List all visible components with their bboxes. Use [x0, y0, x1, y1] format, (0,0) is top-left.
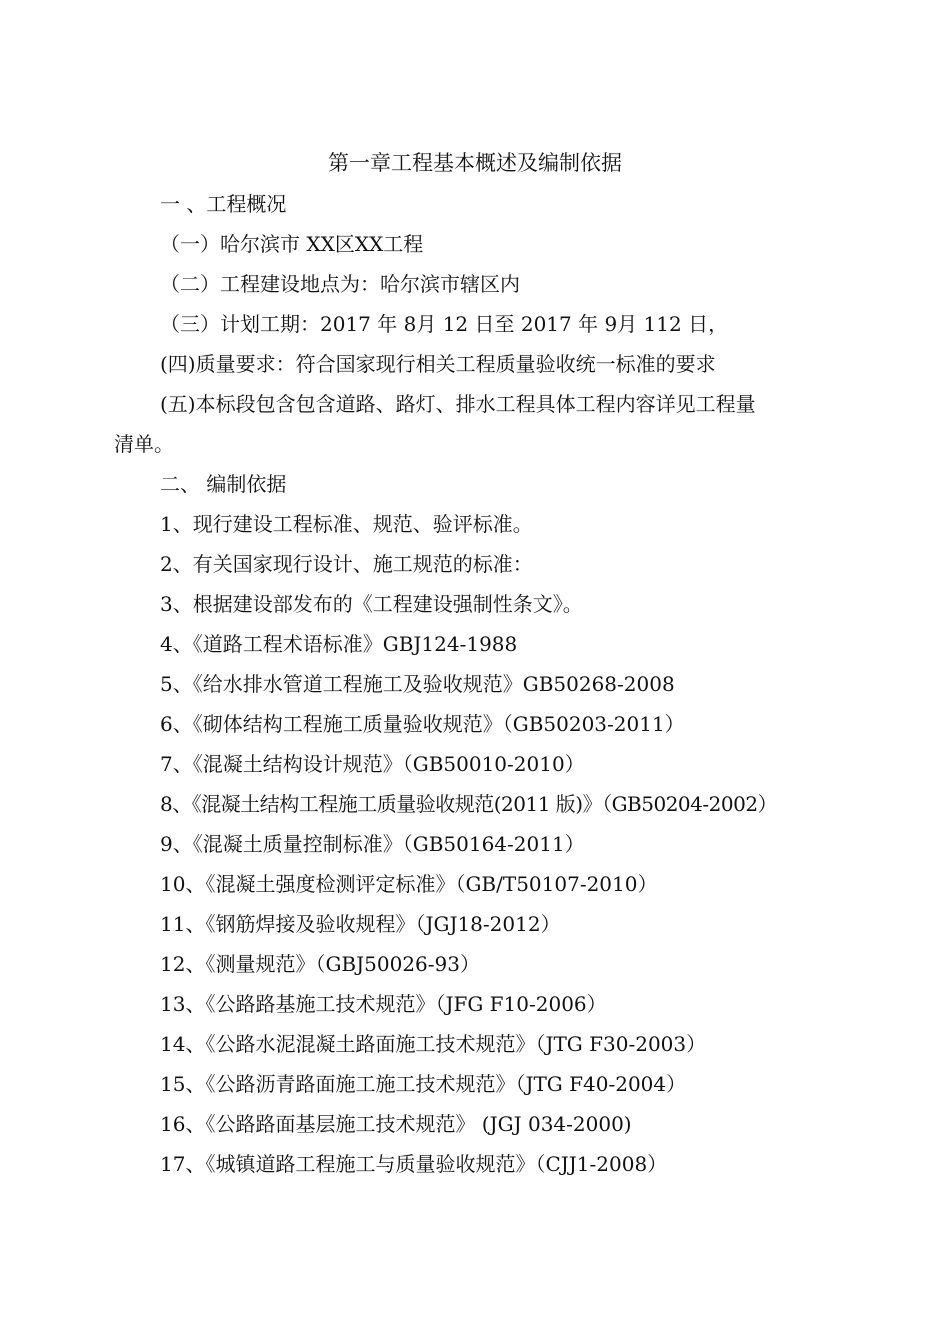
- overview-item-5-continuation: 清单。: [114, 432, 174, 456]
- basis-item-16: 16、《公路路面基层施工技术规范》 (JGJ 034-2000): [160, 1112, 632, 1136]
- basis-item-10: 10、《混凝土强度检测评定标准》（GB/T50107-2010）: [160, 872, 658, 896]
- basis-item-7: 7、《混凝土结构设计规范》（GB50010-2010）: [160, 752, 585, 776]
- overview-item-2: （二）工程建设地点为：哈尔滨市辖区内: [160, 272, 520, 296]
- basis-item-9: 9、《混凝土质量控制标准》（GB50164-2011）: [160, 832, 585, 856]
- basis-item-15: 15、《公路沥青路面施工施工技术规范》（JTG F40-2004）: [160, 1072, 687, 1096]
- overview-item-5: (五)本标段包含包含道路、路灯、排水工程具体工程内容详见工程量: [160, 392, 756, 416]
- basis-item-14: 14、《公路水泥混凝土路面施工技术规范》（JTG F30-2003）: [160, 1032, 707, 1056]
- chapter-title: 第一章工程基本概述及编制依据: [328, 151, 622, 175]
- basis-item-3: 3、根据建设部发布的《工程建设强制性条文》。: [160, 592, 583, 616]
- basis-item-5: 5、《给水排水管道工程施工及验收规范》GB50268-2008: [160, 672, 675, 696]
- overview-item-3: （三）计划工期：2017 年 8月 12 日至 2017 年 9月 112 日，: [160, 312, 729, 336]
- overview-item-1: （一）哈尔滨市 XX区XX工程: [160, 232, 424, 256]
- overview-item-4: (四)质量要求：符合国家现行相关工程质量验收统一标准的要求: [160, 352, 716, 376]
- basis-item-13: 13、《公路路基施工技术规范》（JFG F10-2006）: [160, 992, 607, 1016]
- basis-item-2: 2、有关国家现行设计、施工规范的标准：: [160, 552, 533, 576]
- basis-item-6: 6、《砌体结构工程施工质量验收规范》（GB50203-2011）: [160, 712, 685, 736]
- basis-item-4: 4、《道路工程术语标准》GBJ124-1988: [160, 632, 518, 656]
- basis-item-8: 8、《混凝土结构工程施工质量验收规范(2011 版)》（GB50204-2002）: [160, 792, 778, 816]
- basis-item-1: 1、现行建设工程标准、规范、验评标准。: [160, 512, 533, 536]
- basis-item-12: 12、《测量规范》（GBJ50026-93）: [160, 952, 480, 976]
- basis-item-17: 17、《城镇道路工程施工与质量验收规范》（CJJ1-2008）: [160, 1152, 668, 1176]
- section-heading-overview: 一 、工程概况: [160, 192, 287, 216]
- section-heading-basis: 二、 编制依据: [160, 472, 287, 496]
- basis-item-11: 11、《钢筋焊接及验收规程》（JGJ18-2012）: [160, 912, 561, 936]
